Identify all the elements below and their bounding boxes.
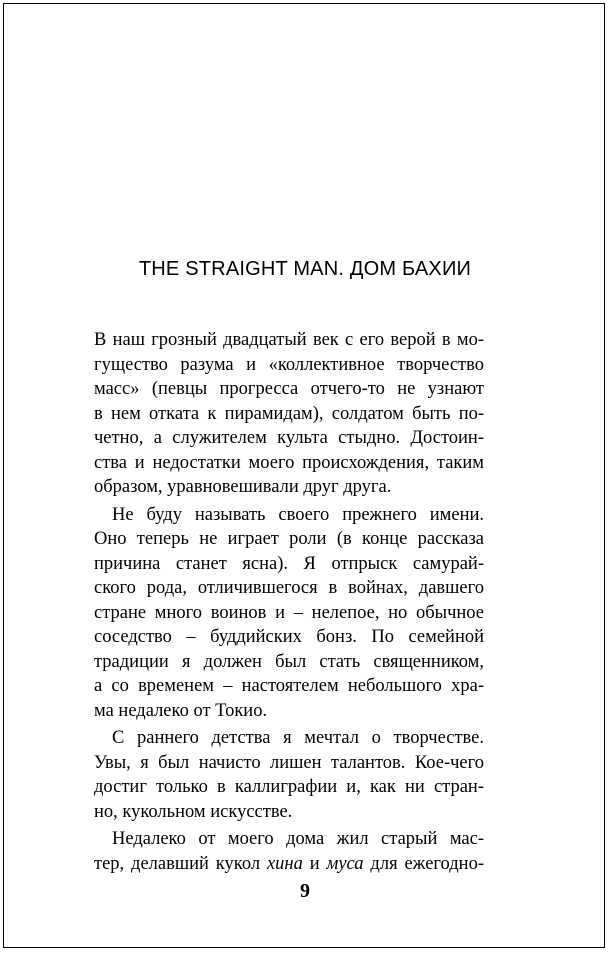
text-line: соседство – буддийских бонз. По семейной — [94, 627, 484, 647]
text-line: Увы, я был начисто лишен талантов. Кое-чего — [94, 752, 484, 773]
text-line: четно, а служителем культа стыдно. Достоин- — [94, 428, 484, 448]
text-line: причина станет ясна). Я отпрыск самурай- — [94, 553, 484, 574]
text-line: стране много воинов и – нелепое, но обычное — [94, 602, 484, 623]
italic-term-hina: хина — [266, 853, 303, 874]
text-line: Не буду называть своего прежнего имени. — [112, 504, 484, 525]
text-line: ства и недостатки моего происхождения, таким — [94, 452, 484, 473]
text-line: ского рода, отличившегося в войнах, давшего — [94, 578, 484, 598]
text-fragment: тер, делавший кукол — [94, 853, 267, 874]
text-line: ма недалеко от Токио. — [94, 700, 268, 721]
text-fragment: для ежегодно- — [363, 853, 484, 874]
chapter-title: THE STRAIGHT MAN. ДОМ БАХИИ — [138, 258, 472, 280]
text-line: достиг только в каллиграфии и, как ни стран- — [94, 777, 484, 797]
text-line — [94, 852, 484, 877]
text-line: В наш грозный двадцатый век с его верой в мо- — [94, 330, 484, 350]
text-line: масс» (певцы прогресса отчего-то не узнают — [94, 379, 484, 399]
text-line: в нем отката к пирамидам), солдатом быть по- — [94, 403, 484, 424]
text-fragment: и — [302, 853, 327, 874]
text-line: Недалеко от моего дома жил старый мас- — [112, 829, 484, 849]
book-page — [3, 3, 605, 948]
page-number: 9 — [300, 880, 310, 902]
text-line: образом, уравновешивали друг друга. — [94, 477, 392, 497]
text-line: Оно теперь не играет роли (в конце рассказа — [94, 529, 484, 549]
text-line: а со временем – настоятелем небольшого хра- — [94, 676, 484, 696]
text-line: С раннего детства я мечтал о творчестве. — [112, 728, 484, 748]
body-text — [94, 328, 484, 876]
italic-term-musa: муса — [326, 853, 364, 874]
text-line: гущество разума и «коллективное творчество — [94, 354, 484, 375]
text-line: но, кукольном искусстве. — [94, 801, 293, 822]
text-line: традиции я должен был стать священником, — [94, 651, 484, 672]
